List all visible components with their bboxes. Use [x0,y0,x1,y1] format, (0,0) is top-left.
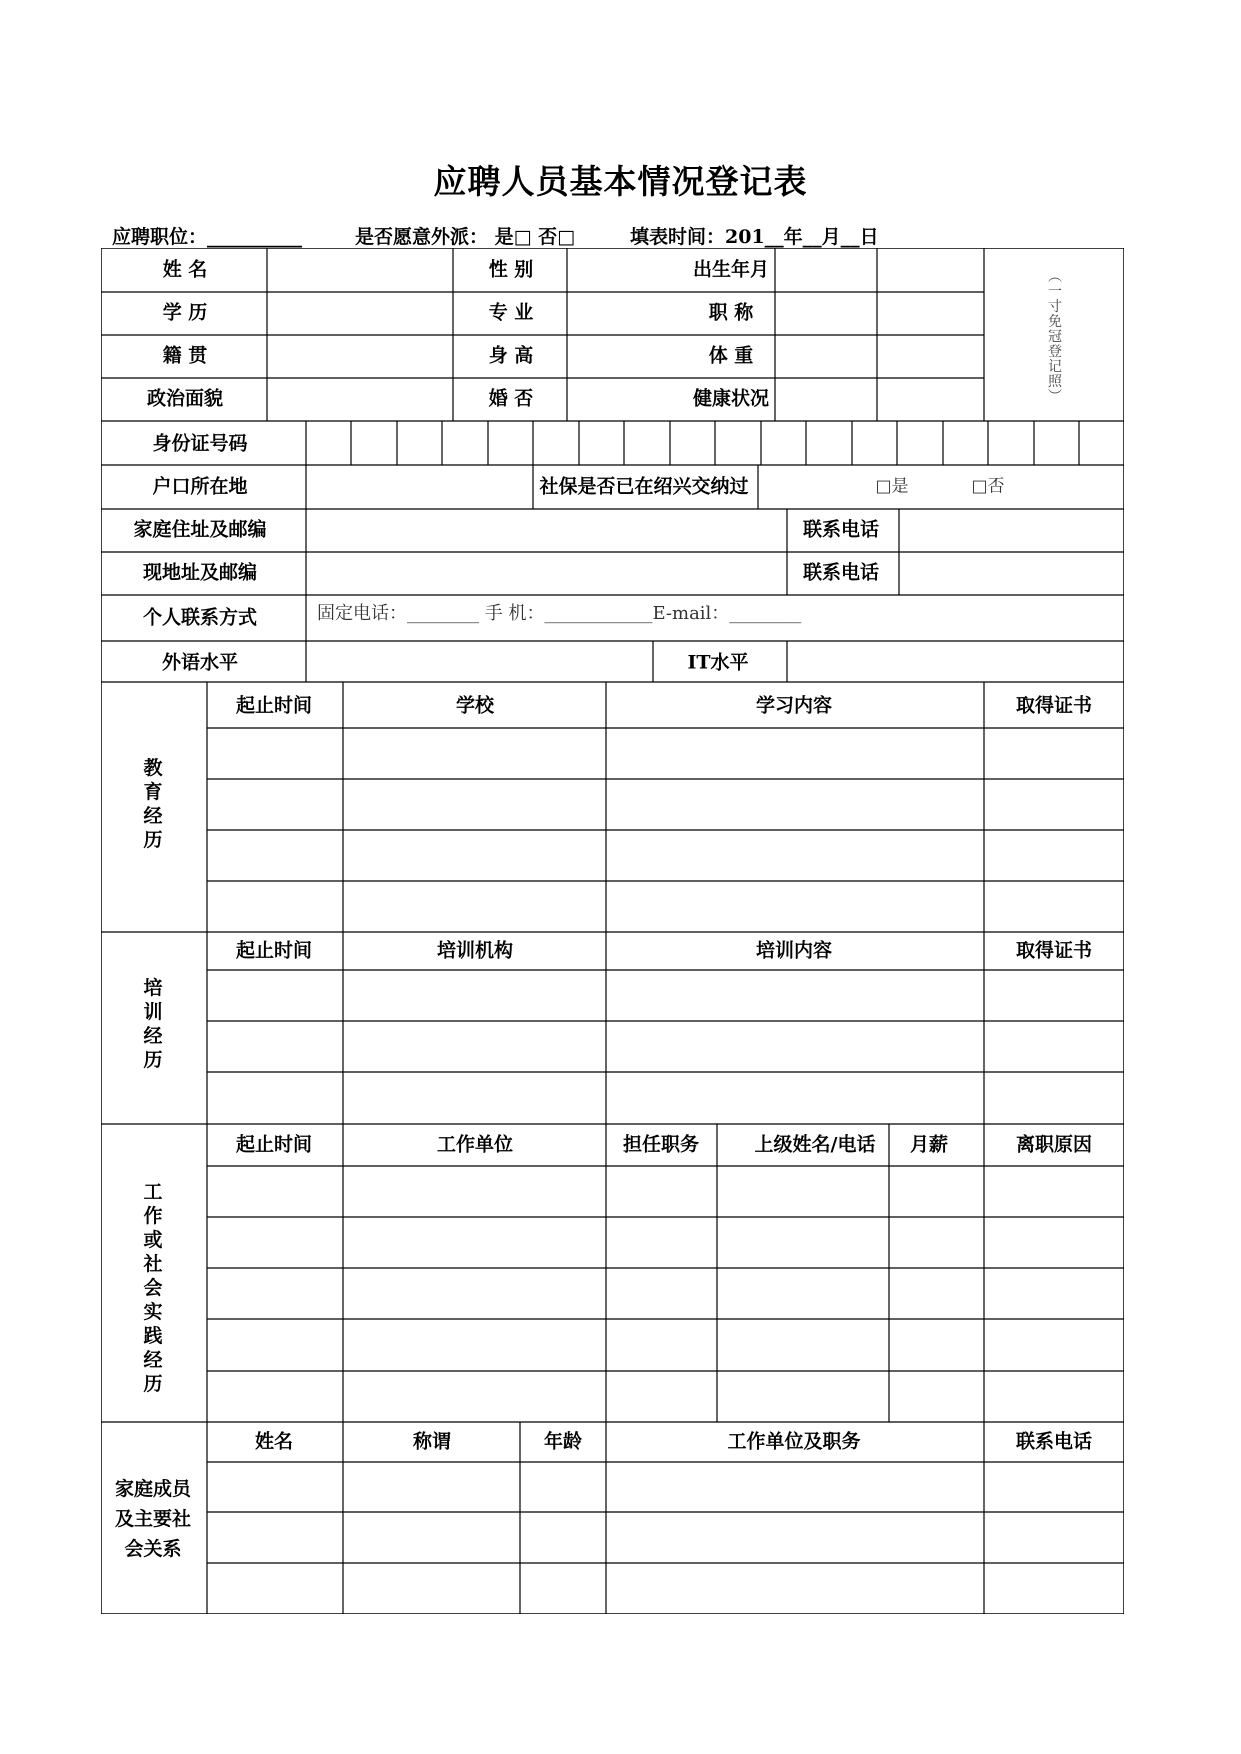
train-header-period: 起止时间 [235,939,313,962]
family-header-relation: 称谓 [412,1430,452,1453]
social-yes-checkbox[interactable]: □是 [875,476,909,497]
work-header-salary: 月薪 [909,1133,949,1156]
label-home-address: 家庭住址及邮编 [133,518,267,541]
label-language: 外语水平 [161,651,239,674]
edu-header-certificate: 取得证书 [1015,694,1093,717]
label-social-insurance: 社保是否已在绍兴交纳过 [539,475,749,498]
contact-fields[interactable]: 固定电话：________ 手 机：____________E-mail：________ [317,603,802,624]
outstation-choice[interactable]: 是否愿意外派： 是□ 否□ [355,226,576,248]
registration-table [101,248,1124,1614]
label-major: 专 业 [488,301,534,324]
label-native-place: 籍 贯 [162,344,208,367]
label-it-level: IT水平 [687,651,749,674]
edu-header-period: 起止时间 [235,694,313,717]
work-header-period: 起止时间 [235,1133,313,1156]
label-height: 身 高 [488,344,534,367]
label-home-phone: 联系电话 [802,518,880,541]
position-applied-field[interactable]: 应聘职位：__________ [112,226,303,248]
label-hukou: 户口所在地 [152,475,248,498]
work-section-label: 工作或社会实践经历 [143,1181,163,1395]
photo-placeholder[interactable]: （一寸免冠登记照） [1046,268,1062,404]
family-header-employer: 工作单位及职务 [727,1430,861,1453]
family-header-name: 姓名 [254,1430,294,1453]
label-birth-date: 出生年月 [692,258,770,281]
social-no-checkbox[interactable]: □否 [971,476,1005,497]
train-header-institution: 培训机构 [436,939,514,962]
family-header-phone: 联系电话 [1015,1430,1093,1453]
family-header-age: 年龄 [543,1430,583,1453]
work-header-employer: 工作单位 [436,1133,514,1156]
label-name: 姓 名 [162,258,208,281]
fill-date-field[interactable]: 填表时间：201__年__月__日 [630,226,879,248]
work-header-position: 担任职务 [622,1133,700,1156]
train-header-certificate: 取得证书 [1015,939,1093,962]
train-header-content: 培训内容 [755,939,833,962]
label-weight: 体 重 [708,344,754,367]
training-section-label: 培训经历 [143,977,163,1071]
edu-header-content: 学习内容 [755,694,833,717]
label-current-phone: 联系电话 [802,561,880,584]
label-political-status: 政治面貌 [146,387,224,410]
label-health: 健康状况 [692,387,770,410]
form-title: 应聘人员基本情况登记表 [433,162,808,201]
label-id-number: 身份证号码 [152,432,248,455]
table-grid-lines [101,248,1124,1614]
education-section-label: 教育经历 [143,757,163,851]
label-education: 学 历 [162,301,208,324]
work-header-reason: 离职原因 [1015,1133,1093,1156]
label-gender: 性 别 [488,258,534,281]
label-title: 职 称 [708,301,754,324]
label-current-address: 现地址及邮编 [142,561,258,584]
edu-header-school: 学校 [455,694,495,717]
label-contact: 个人联系方式 [142,606,258,629]
label-marital-status: 婚 否 [488,387,534,410]
family-section-label: 家庭成员及主要社会关系 [114,1478,191,1560]
work-header-supervisor: 上级姓名/电话 [754,1133,876,1156]
